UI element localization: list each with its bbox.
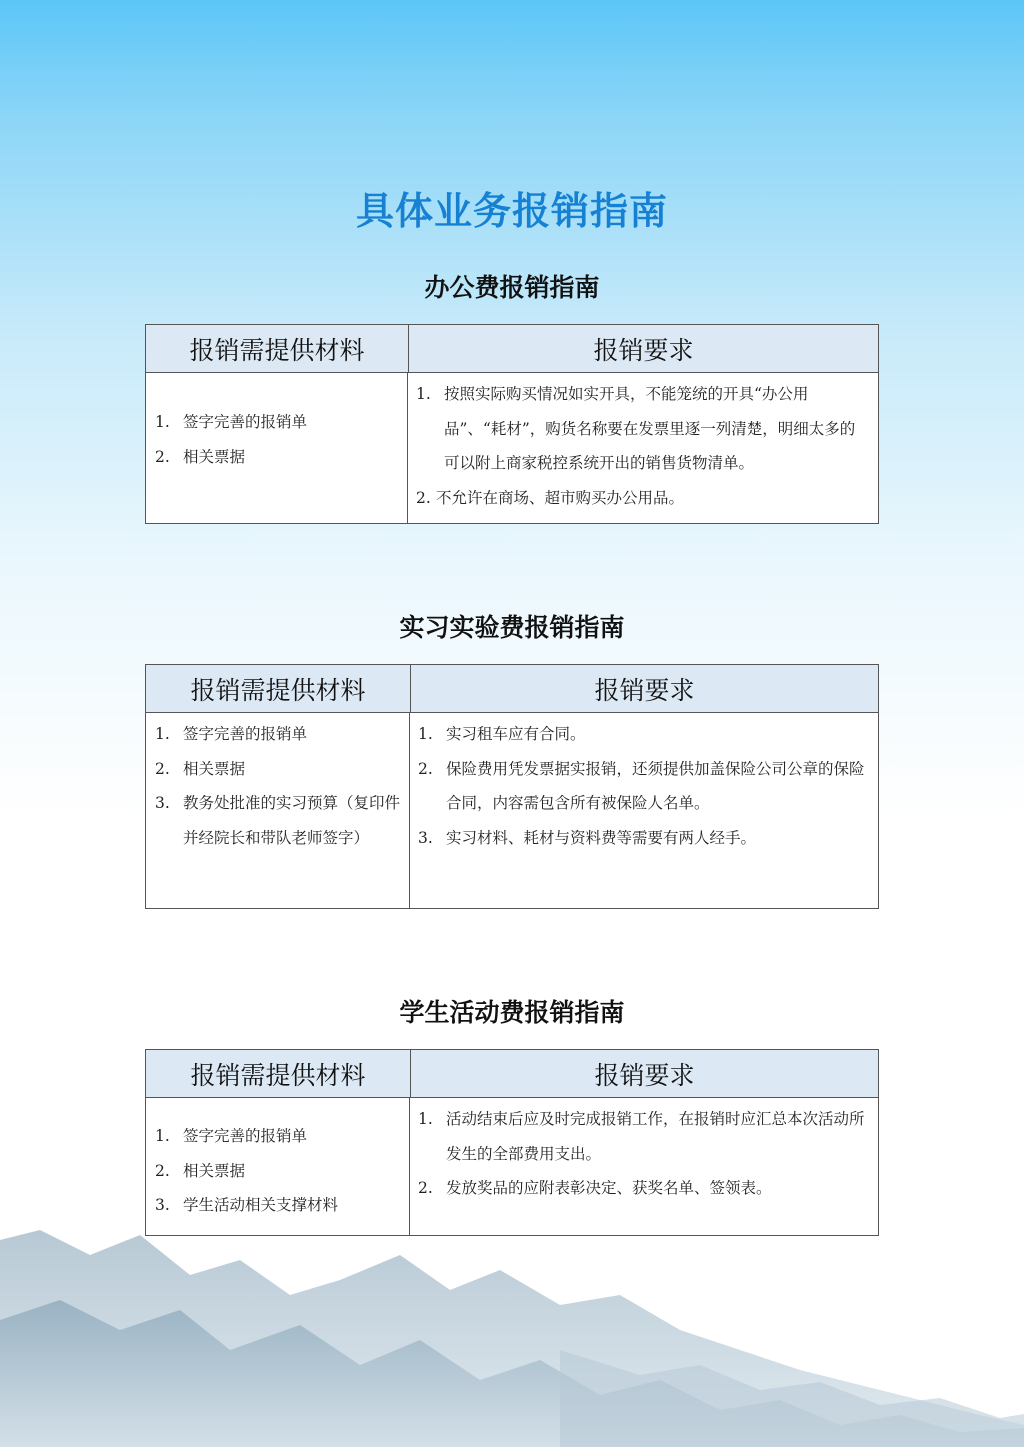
requirements-cell [410,713,878,909]
table-body [146,1098,878,1236]
table-header [146,665,878,713]
list-item: 2. 不允许在商场、超市购买办公用品。 [416,488,685,507]
table-body [146,373,878,524]
table-body [146,713,878,909]
table-header [146,325,878,373]
table-header [146,1050,878,1098]
list-item: 2. 相关票据 [155,759,246,778]
page-title: 具体业务报销指南 [355,189,668,233]
list-item: 1. 签字完善的报销单 [155,413,308,431]
list-item: 2. 相关票据 [155,1161,246,1180]
list-item: 2. 保险费用凭发票据实报销，还须提供加盖保险公司公章的保险合同，内容需包含所有被保险人名单。 [418,759,865,812]
table-office-expense [145,324,879,524]
list-item: 3. 学生活动相关支撑材料 [155,1196,339,1214]
list-item: 1. 实习租车应有合同。 [418,725,586,743]
requirements-cell [408,373,878,524]
requirements-cell [410,1098,878,1236]
header-materials: 报销需提供材料 [146,1050,411,1097]
list-item: 1. 签字完善的报销单 [155,1127,308,1145]
section-title-student-activity: 学生活动费报销指南 [399,998,625,1027]
table-internship-expense [145,664,879,909]
list-item: 1. 签字完善的报销单 [155,725,308,743]
list-item: 1. 活动结束后应及时完成报销工作，在报销时应汇总本次活动所发生的全部费用支出。 [418,1110,865,1163]
list-item: 1. 按照实际购买情况如实开具，不能笼统的开具“办公用品”、“耗材”，购货名称要在发票里逐一列清楚，明细太多的可以附上商家税控系统开出的销售货物清单。 [416,385,856,472]
list-item: 2. 相关票据 [155,447,246,466]
table-student-activity-expense [145,1049,879,1236]
list-item: 3. 实习材料、耗材与资料费等需要有两人经手。 [418,828,757,847]
list-item: 3. 教务处批准的实习预算（复印件并经院长和带队老师签字） [155,794,401,847]
header-materials: 报销需提供材料 [146,325,409,372]
header-requirements: 报销要求 [594,1060,695,1090]
materials-cell [146,373,408,524]
list-item: 2. 发放奖品的应附表彰决定、获奖名单、签领表。 [418,1179,772,1197]
materials-cell [146,713,410,909]
header-materials: 报销需提供材料 [146,665,411,712]
section-title-office: 办公费报销指南 [424,273,600,302]
materials-cell [146,1098,410,1236]
header-requirements: 报销要求 [594,675,695,705]
section-title-internship: 实习实验费报销指南 [399,613,625,642]
header-requirements: 报销要求 [593,335,694,365]
